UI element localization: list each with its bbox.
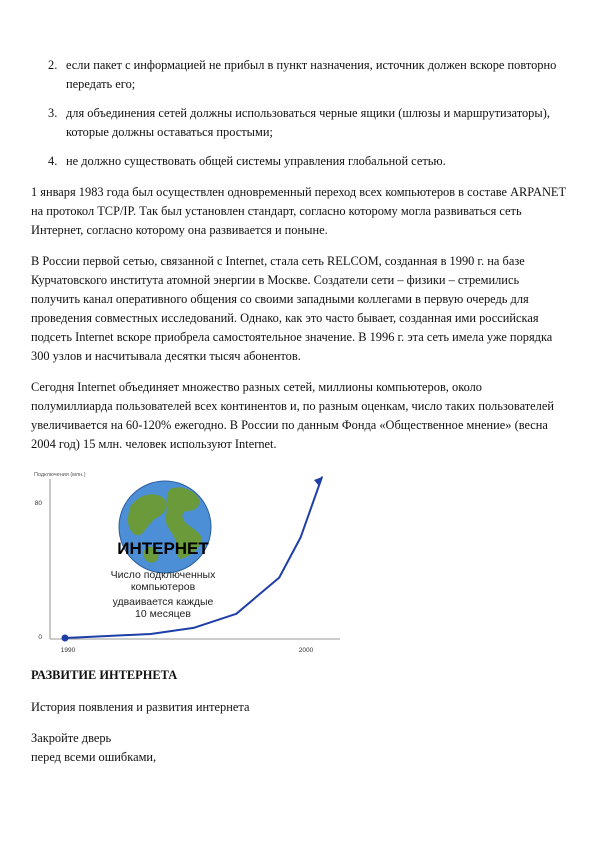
section-heading: РАЗВИТИЕ ИНТЕРНЕТА [31, 668, 178, 682]
internet-globe-label: ИНТЕРНЕТ [117, 539, 209, 558]
y-axis-label: Подключения (млн.) [34, 472, 86, 478]
paragraph-relcom: В России первой сетью, связанной с Internet, стала сеть RELCOM, созданная в 1990 г. на базе Курчатовского института атомной энергии в Москве. Создатели сети – физики – стремились получить канал оперативного общения со своими западными коллегами в первую очередь для проведения совместных исследований. Однако, как это часто бывает, созданная ими российская подсеть Internet вскоре приобрела самостоятельное значение. В 1996 г. эта сеть имела уже порядка 300 узлов и насчитывала десятки тысяч абонентов. [31, 254, 553, 363]
chart-caption-line: 10 месяцев [135, 608, 191, 620]
list-number: 3. [48, 106, 58, 120]
data-point [236, 613, 238, 615]
list-item [48, 104, 558, 142]
list-item-text: не должно существовать общей системы управления глобальной сетью. [66, 154, 446, 168]
internet-growth-chart [30, 467, 350, 662]
subtitle-line: История появления и развития интернета [31, 700, 250, 714]
list-number: 2. [48, 58, 58, 72]
list-item-text: если пакет с информацией не прибыл в пункт назначения, источник должен вскоре повторно передать его; [66, 58, 557, 91]
data-point [107, 635, 109, 637]
list-item-text: для объединения сетей должны использоваться черные ящики (шлюзы и маршрутизаторы), которые должны оставаться простыми; [66, 106, 550, 139]
chart-caption-line: Число подключенных [110, 569, 216, 581]
y-tick-label: 0 [38, 634, 42, 641]
paragraph-tcpip: 1 января 1983 года был осуществлен одновременный переход всех компьютеров в составе ARPANET на протокол TCP/IP. Так был установлен стандарт, согласно которому могла развиваться сеть Интернет, согласно которому она развивается и поныне. [31, 185, 566, 237]
chart-caption-line: удваивается каждые [112, 596, 214, 608]
list-number: 4. [48, 154, 58, 168]
text-line: Закройте дверь [31, 731, 112, 745]
data-point [62, 635, 69, 642]
list-item [48, 56, 558, 94]
text-line: перед всеми ошибками, [31, 750, 157, 764]
x-tick-label: 2000 [298, 647, 314, 654]
x-tick-label: 1990 [60, 647, 76, 654]
paragraph-internet-today: Сегодня Internet объединяет множество разных сетей, миллионы компьютеров, около полумиллиарда пользователей всех континентов и, по разным оценкам, число таких пользователей увеличивается на 60-120% ежегодно. В России по данным Фонда «Общественное мнение» (весна 2004 год) 15 млн. человек используют Internet. [31, 380, 554, 451]
y-tick-label: 80 [34, 500, 42, 507]
data-point [150, 633, 152, 635]
data-point [278, 577, 280, 579]
data-point [300, 537, 302, 539]
numbered-list [48, 56, 558, 181]
chart-caption-line: компьютеров [130, 581, 196, 593]
list-item [48, 152, 558, 171]
data-point [193, 627, 195, 629]
globe-icon [119, 481, 211, 573]
